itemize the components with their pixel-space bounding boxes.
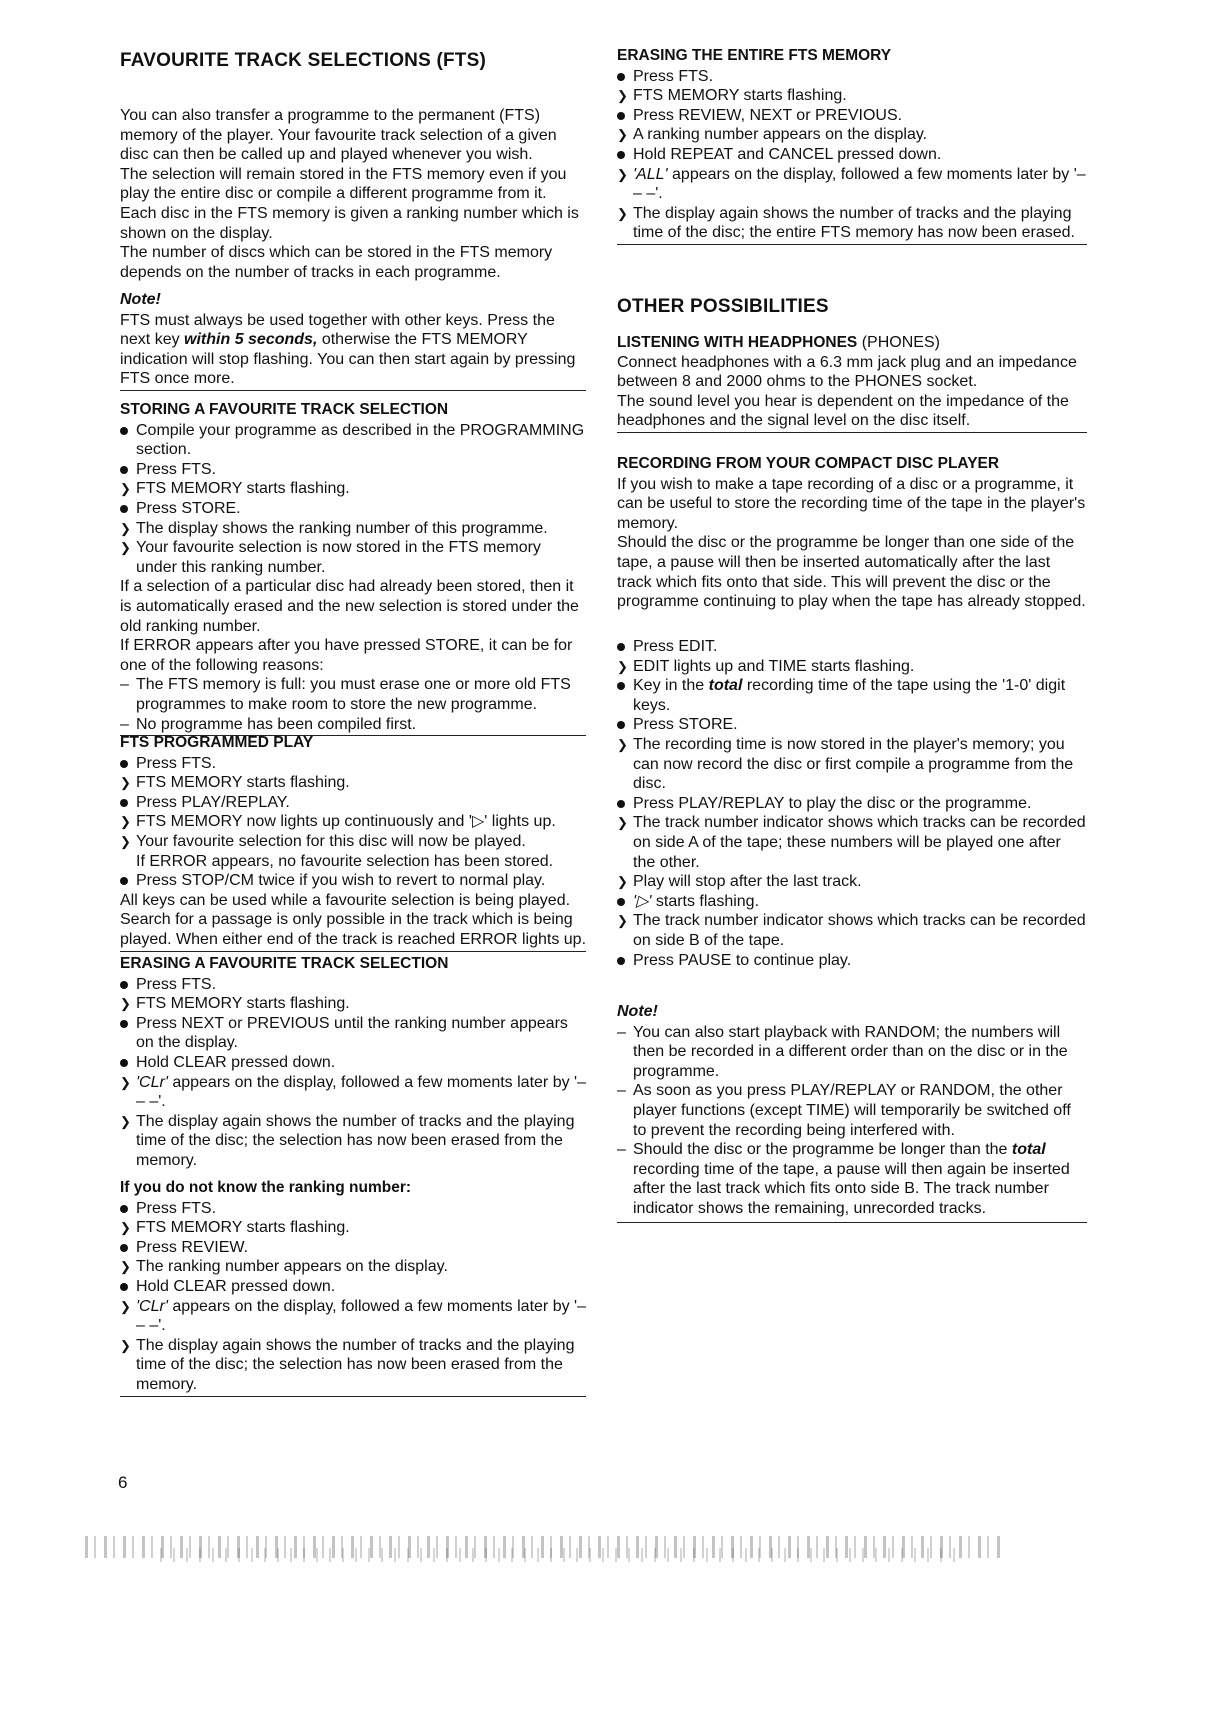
result-arrow-icon: ❯: [120, 996, 131, 1012]
list-item: ❯ FTS MEMORY starts flashing.: [120, 1219, 350, 1237]
result-arrow-icon: ❯: [120, 481, 131, 497]
erasing-heading: ERASING A FAVOURITE TRACK SELECTION: [120, 955, 449, 972]
page-number: 6: [118, 1473, 128, 1492]
recording-heading: RECORDING FROM YOUR COMPACT DISC PLAYER: [617, 455, 1000, 472]
storing-heading: STORING A FAVOURITE TRACK SELECTION: [120, 401, 449, 418]
list-item: Hold CLEAR pressed down.: [120, 1053, 586, 1073]
erase-all-section: [617, 46, 1087, 245]
result-arrow-icon: ❯: [617, 205, 628, 221]
result-arrow-icon: ❯: [120, 775, 131, 791]
list-item: Press STORE.: [617, 715, 1087, 735]
list-item: Press FTS.: [120, 975, 586, 995]
list-item: Key in the total recording time of the tape using the '1-0' digit keys.: [617, 676, 1087, 715]
list-item: ❯ FTS MEMORY starts flashing.: [120, 480, 350, 498]
list-item: – Should the disc or the programme be longer than the total recording time of the tape, a pause will then again be inserted after the last track which fits onto side B. The track number indicator shows the remaining, unrecorded tracks.: [617, 1141, 1070, 1217]
result-arrow-icon: ❯: [120, 1113, 131, 1129]
intro-paragraph: You can also transfer a programme to the permanent (FTS) memory of the player. Your favourite track selection of a given disc can then be called up and played whenever you wish.: [120, 107, 557, 164]
result-arrow-icon: ❯: [120, 833, 131, 849]
intro-paragraph: The selection will remain stored in the FTS memory even if you play the entire disc or compile a different programme from it.: [120, 165, 567, 203]
list-item: Hold CLEAR pressed down.: [120, 1277, 586, 1297]
result-arrow-icon: ❯: [120, 1259, 131, 1275]
list-item: Press PLAY/REPLAY to play the disc or the programme.: [617, 794, 1087, 814]
bullet-icon: [617, 957, 625, 965]
list-item: – The FTS memory is full: you must erase one or more old FTS programmes to make room to store the new programme.: [120, 676, 571, 713]
headphones-heading: LISTENING WITH HEADPHONES (PHONES): [617, 334, 940, 351]
list-item: Press FTS.: [120, 1199, 586, 1219]
bullet-icon: [617, 800, 625, 808]
result-arrow-icon: ❯: [120, 1220, 131, 1236]
recording-steps: [617, 637, 1087, 970]
list-item: ❯ FTS MEMORY now lights up continuously and '▷' lights up.: [120, 813, 556, 831]
bullet-icon: [120, 1020, 128, 1028]
bullet-icon: [617, 721, 625, 729]
list-item: Press EDIT.: [617, 637, 1087, 657]
storing-section: [120, 400, 586, 736]
play-heading: FTS PROGRAMMED PLAY: [120, 734, 314, 751]
fts-note: [120, 290, 586, 391]
recording-paragraph: If you wish to make a tape recording of a disc or a programme, it can be useful to store the recording time of the tape in the player's memory.: [617, 475, 1086, 532]
list-item: ❯ The display again shows the number of tracks and the playing time of the disc; the entire FTS memory has now been erased.: [617, 204, 1075, 242]
erasing-section: [120, 954, 586, 1171]
note-label: Note!: [617, 1003, 658, 1020]
fts-play-section: [120, 733, 586, 952]
list-item: Press FTS.: [120, 754, 586, 774]
bullet-icon: [120, 505, 128, 513]
bullet-icon: [120, 1205, 128, 1213]
result-arrow-icon: ❯: [617, 736, 628, 752]
intro-paragraph: Each disc in the FTS memory is given a ranking number which is shown on the display.: [120, 204, 579, 242]
list-item: ❯ 'ALL' appears on the display, followed a few moments later by '– – –'.: [617, 165, 1086, 203]
unknown-ranking-heading: If you do not know the ranking number:: [120, 1179, 412, 1196]
list-item: ❯ The display again shows the number of tracks and the playing time of the disc; the selection has now been erased from the memory.: [120, 1112, 575, 1169]
result-arrow-icon: ❯: [617, 815, 628, 831]
list-item: ❯ The display again shows the number of tracks and the playing time of the disc; the selection has now been erased from the memory.: [120, 1336, 575, 1393]
note-label: Note!: [120, 291, 161, 308]
bullet-icon: [120, 799, 128, 807]
list-item: Press PAUSE to continue play.: [617, 951, 1087, 971]
note-text: FTS must always be used together with other keys. Press the next key within 5 seconds, otherwise the FTS MEMORY indication will stop flashing. You can then start again by pressing FTS once more.: [120, 311, 576, 388]
list-item: '▷' starts flashing.: [617, 892, 1087, 912]
list-item: Hold REPEAT and CANCEL pressed down.: [617, 145, 1087, 165]
list-item: Press PLAY/REPLAY.: [120, 793, 586, 813]
result-arrow-icon: ❯: [617, 658, 628, 674]
list-item: ❯ Play will stop after the last track.: [617, 873, 862, 891]
dash-marker: –: [617, 1082, 626, 1100]
result-arrow-icon: ❯: [617, 88, 628, 104]
bullet-icon: [617, 73, 625, 81]
list-item: Compile your programme as described in the PROGRAMMING section.: [120, 421, 586, 460]
bullet-icon: [120, 1283, 128, 1291]
list-item: Press STORE.: [120, 499, 586, 519]
result-arrow-icon: ❯: [120, 520, 131, 536]
list-item: ❯ The track number indicator shows which tracks can be recorded on side B of the tape.: [617, 912, 1086, 949]
dash-marker: –: [617, 1023, 626, 1041]
intro-paragraph: The number of discs which can be stored in the FTS memory depends on the number of tracks in each programme.: [120, 244, 553, 281]
list-item: ❯ The ranking number appears on the display.: [120, 1258, 448, 1276]
list-item: Press REVIEW.: [120, 1238, 586, 1258]
result-arrow-icon: ❯: [617, 166, 628, 182]
bullet-icon: [617, 682, 625, 690]
play-paragraph: All keys can be used while a favourite selection is being played. Search for a passage is only possible in the track which is being played. When either end of the track is reached ERROR lights up.: [120, 891, 587, 948]
list-item: ❯ 'CLr' appears on the display, followed a few moments later by '– – –'.: [120, 1073, 586, 1111]
bullet-icon: [120, 981, 128, 989]
bullet-icon: [120, 466, 128, 474]
fts-intro: [120, 106, 586, 282]
result-arrow-icon: ❯: [120, 540, 131, 556]
list-item: – You can also start playback with RANDOM; the numbers will then be recorded in a different order than on the disc or in the programme.: [617, 1023, 1068, 1080]
headphones-paragraph: Connect headphones with a 6.3 mm jack plug and an impedance between 8 and 2000 ohms to the PHONES socket.: [617, 353, 1077, 391]
scan-noise: [160, 1548, 960, 1562]
list-item: ❯ EDIT lights up and TIME starts flashing.: [617, 657, 915, 675]
recording-section: [617, 454, 1087, 612]
unknown-ranking-section: [120, 1178, 586, 1397]
list-item: ❯ Your favourite selection for this disc will now be played.: [120, 832, 526, 850]
bullet-icon: [617, 151, 625, 159]
recording-note: [617, 1002, 1087, 1223]
result-arrow-icon: ❯: [120, 1298, 131, 1314]
bullet-icon: [617, 112, 625, 120]
bullet-icon: [120, 427, 128, 435]
bullet-icon: [120, 760, 128, 768]
list-item: Press FTS.: [120, 460, 586, 480]
bullet-icon: [120, 1059, 128, 1067]
list-item: ❯ 'CLr' appears on the display, followed a few moments later by '– – –'.: [120, 1297, 586, 1335]
headphones-section: [617, 333, 1087, 433]
other-possibilities-title: OTHER POSSIBILITIES: [617, 296, 829, 317]
headphones-paragraph: The sound level you hear is dependent on the impedance of the headphones and the signal level on the disc itself.: [617, 392, 1069, 430]
dash-marker: –: [120, 676, 129, 694]
list-item: ❯ Your favourite selection is now stored in the FTS memory under this ranking number.: [120, 539, 541, 576]
storing-paragraph: If a selection of a particular disc had already been stored, then it is automatically erased and the new selection is stored under the old ranking number.: [120, 578, 579, 635]
result-arrow-icon: ❯: [120, 1337, 131, 1353]
result-arrow-icon: ❯: [617, 913, 628, 929]
dash-marker: –: [120, 715, 129, 733]
list-item: – As soon as you press PLAY/REPLAY or RANDOM, the other player functions (except TIME) will temporarily be switched off to prevent the recording being interfered with.: [617, 1082, 1071, 1139]
list-item: Press STOP/CM twice if you wish to revert to normal play.: [120, 871, 586, 891]
list-item: ❯ FTS MEMORY starts flashing.: [120, 774, 350, 792]
fts-section-title-block: [120, 50, 586, 72]
list-item: ❯ A ranking number appears on the display.: [617, 126, 928, 144]
list-item: ❯ The track number indicator shows which tracks can be recorded on side A of the tape; these numbers will be played one after the other.: [617, 814, 1086, 871]
list-item: – No programme has been compiled first.: [120, 715, 417, 733]
fts-section-title: FAVOURITE TRACK SELECTIONS (FTS): [120, 50, 486, 71]
result-arrow-icon: ❯: [120, 1074, 131, 1090]
result-arrow-icon: ❯: [617, 874, 628, 890]
list-item: ❯ The display shows the ranking number of this programme.: [120, 519, 548, 537]
list-item: Press REVIEW, NEXT or PREVIOUS.: [617, 106, 1087, 126]
list-item: ❯ FTS MEMORY starts flashing.: [617, 87, 847, 105]
list-item: Press NEXT or PREVIOUS until the ranking number appears on the display.: [120, 1014, 586, 1053]
dash-marker: –: [617, 1141, 626, 1159]
bullet-icon: [120, 1244, 128, 1252]
bullet-icon: [120, 877, 128, 885]
bullet-icon: [617, 898, 625, 906]
list-item: ❯ FTS MEMORY starts flashing.: [120, 995, 350, 1013]
result-arrow-icon: ❯: [617, 127, 628, 143]
list-item: Press FTS.: [617, 67, 1087, 87]
result-arrow-icon: ❯: [120, 814, 131, 830]
storing-paragraph: If ERROR appears after you have pressed STORE, it can be for one of the following reasons:: [120, 637, 573, 674]
erase-all-heading: ERASING THE ENTIRE FTS MEMORY: [617, 47, 892, 64]
other-title-block: [617, 296, 1087, 318]
list-item: If ERROR appears, no favourite selection has been stored.: [136, 852, 554, 870]
bullet-icon: [617, 643, 625, 651]
list-item: ❯ The recording time is now stored in the player's memory; you can now record the disc or first compile a programme from the disc.: [617, 735, 1074, 793]
recording-paragraph: Should the disc or the programme be longer than one side of the tape, a pause will then be inserted automatically after the last track which fits onto that side. This will prevent the disc or the programme continuing to play when the tape has already stopped.: [617, 534, 1086, 611]
